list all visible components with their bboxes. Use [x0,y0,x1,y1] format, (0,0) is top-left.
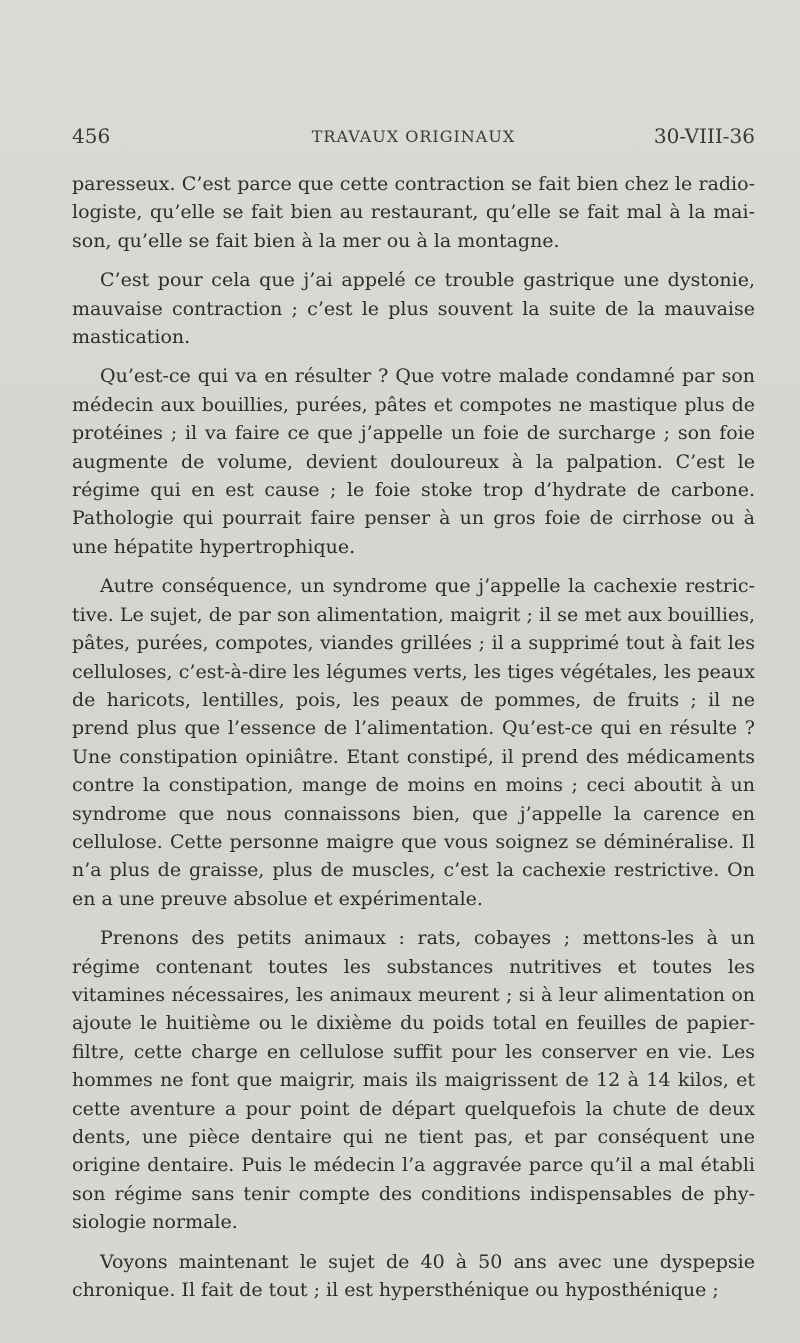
paragraph-1: paresseux. C’est parce que cette contraction se fait bien chez le radiologiste, qu’elle se fait bien au restaurant, qu’elle se fait mal à la maison, qu’elle se fait bien à la mer ou à la montagne. [72,173,755,252]
paragraph-3: Qu’est-ce qui va en résulter ? Que votre malade condamné par son médecin aux bouillies, purées, pâtes et compotes ne mastique plus de protéines ; il va faire ce que j’appelle un foie de surcharge ; son foie augmente de volume, devient douloureux à la palpation. C’est le régime qui en est cause ; le foie stoke trop d’hydrate de carbone. Pathologie qui pourrait faire penser à un gros foie de cirrhose ou à une hépatite hypertrophique. [72,365,755,558]
paragraph-6: Voyons maintenant le sujet de 40 à 50 ans avec une dyspepsie chronique. Il fait de tout ; il est hypersthénique ou hyposthénique ; [72,1250,755,1302]
paragraph-4: Autre conséquence, un syndrome que j’appelle la cachexie restrictive. Le sujet, de par son alimentation, maigrit ; il se met aux bouillies, pâtes, purées, compotes, viandes grillées ; il a supprimé tout à fait les celluloses, c’est-à-dire les légumes verts, les tiges végétales, les peaux de haricots, lentilles, pois, les peaux de pommes, de fruits ; il ne prend plus que l’essence de l’alimentation. Qu’est-ce qui en résulte ? Une constipation opiniâtre. Etant constipé, il prend des médicaments contre la constipation, mange de moins en moins ; ceci aboutit à un syndrome que nous connaissons bien, que j’appelle la carence en cellulose. Cette personne maigre que vous soignez se déminéralise. Il n’a plus de graisse, plus de muscles, c’est la cachexie restrictive. On en a une preuve absolue et expérimentale. [72,575,755,910]
article-body [72,170,755,1315]
paragraph-2: C’est pour cela que j’ai appelé ce trouble gastrique une dystonie, mauvaise contraction ; c’est le plus souvent la suite de la mauvaise mastication. [72,269,755,349]
page-number: 456 [72,124,111,148]
paragraph-5: Prenons des petits animaux : rats, cobayes ; mettons-les à un régime contenant toutes les substances nutritives et toutes les vitamines nécessaires, les animaux meurent ; si à leur alimentation on ajoute le huitième ou le dixième du poids total en feuilles de papier-filtre, cette charge en cellulose suffit pour les conserver en vie. Les hommes ne font que maigrir, mais ils maigrissent de 12 à 14 kilos, et cette aventure a pour point de départ quelquefois la chute de deux dents, une pièce dentaire qui ne tient pas, et par conséquent une origine dentaire. Puis le médecin l’a aggravée parce qu’il a mal établi son régime sans tenir compte des conditions indispensables de physiologie normale. [72,927,755,1234]
page-header [72,124,755,154]
running-title: TRAVAUX ORIGINAUX [311,127,516,146]
issue-date: 30-VIII-36 [653,124,755,148]
